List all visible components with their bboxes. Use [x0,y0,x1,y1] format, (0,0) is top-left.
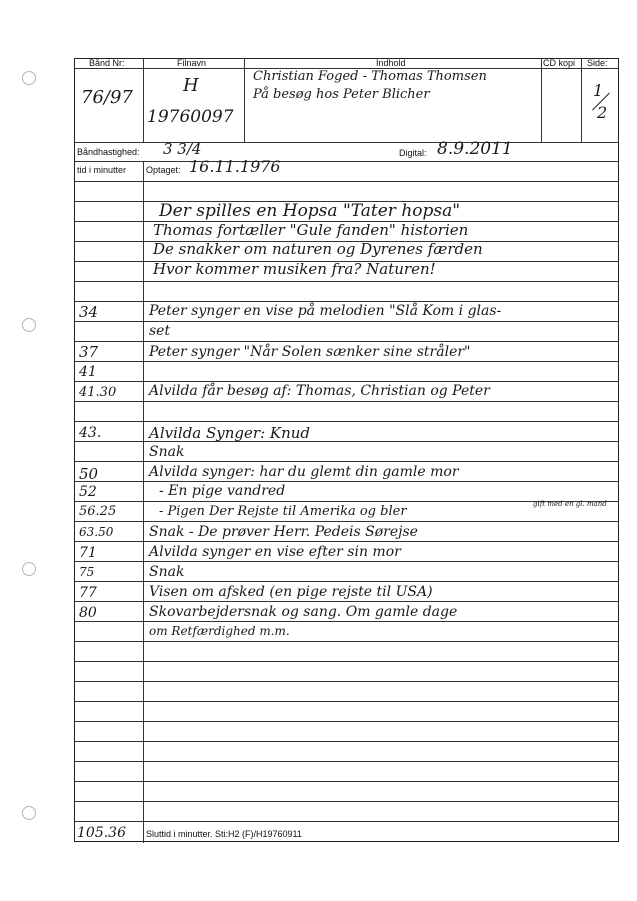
row-line [75,361,618,362]
entry-text: om Retfærdighed m.m. [149,624,290,638]
side-note: gift med en gl. mand [533,500,607,508]
entry-time: 34 [79,303,99,321]
entry-text: Visen om afsked (en pige rejste til USA) [149,584,433,600]
row-line [75,661,618,662]
optaget-value: 16.11.1976 [189,157,281,176]
row-line [75,781,618,782]
entry-time: 75 [79,565,95,579]
entry-time: 71 [79,545,97,561]
intro-line: Thomas fortæller "Gule fanden" historien [153,221,469,239]
row-line-0 [75,181,618,182]
row-line [75,641,618,642]
side-value-top: 1 [593,81,604,100]
punch-hole-3 [22,562,36,576]
col-divider-4 [581,59,582,142]
col-divider-2 [244,59,245,142]
row-line [75,461,618,462]
digital-value: 8.9.2011 [437,139,513,159]
entry-text: Peter synger en vise på melodien "Slå Kom i glas- [149,303,502,319]
bandhastighed-value: 3 3/4 [163,140,202,158]
row-line [75,381,618,382]
filnavn-letter: H [183,75,199,96]
entry-time: 43. [79,425,102,441]
col-divider-1 [143,59,144,142]
bandhastighed-label: Båndhastighed: [77,147,140,157]
row-line [75,401,618,402]
meta-mid-line [75,161,618,162]
cd-kopi-label: CD kopi [543,58,576,68]
row-line [75,321,618,322]
optaget-label: Optaget: [146,165,181,175]
entry-text: Alvilda får besøg af: Thomas, Christian og Peter [149,383,490,399]
row-line [75,481,618,482]
intro-line: De snakker om naturen og Dyrenes færden [153,240,483,258]
filnavn-number: 19760097 [147,107,234,127]
filnavn-label: Filnavn [177,58,207,68]
entry-time: 41.30 [79,385,117,400]
entry-text: - Pigen Der Rejste til Amerika og bler [159,504,407,519]
entry-text: Snak [149,444,185,460]
indhold-line-2: På besøg hos Peter Blicher [253,87,430,102]
indhold-label: Indhold [376,58,406,68]
entry-time: 41 [79,364,97,380]
footer-time: 105.36 [77,825,126,841]
footer-text: Sluttid i minutter. Sti:H2 (F)/H19760911 [146,829,302,839]
digital-label: Digital: [399,148,427,158]
entry-text: Alvilda synger: har du glemt din gamle mor [149,464,459,480]
row-line [75,421,618,422]
row-line [75,301,618,302]
entry-time: 63.50 [79,525,114,539]
band-nr-label: Bånd Nr: [89,58,125,68]
row-line [75,681,618,682]
side-label: Side: [587,58,608,68]
row-line [75,281,618,282]
punch-hole-2 [22,318,36,332]
entry-time: 77 [79,585,97,601]
entry-time: 37 [79,343,99,361]
row-line [75,741,618,742]
side-value-bottom: 2 [597,103,608,122]
punch-hole-4 [22,806,36,820]
row-line [75,721,618,722]
entry-time: 50 [79,465,99,483]
row-line [75,621,618,622]
entry-text: Alvilda Synger: Knud [149,424,311,442]
entry-text: Skovarbejdersnak og sang. Om gamle dage [149,604,458,620]
archive-record-sheet [74,58,619,842]
entry-time: 52 [79,484,97,500]
entry-text: set [149,323,171,339]
band-nr-value: 76/97 [81,87,133,108]
entry-text: Alvilda synger en vise efter sin mor [149,544,401,560]
entry-text: Snak [149,564,185,580]
row-line [75,761,618,762]
tid-label: tid i minutter [77,165,127,175]
punch-hole-1 [22,71,36,85]
entry-time: 56.25 [79,504,117,519]
intro-line: Der spilles en Hopsa "Tater hopsa" [159,201,461,221]
entry-text: - En pige vandred [159,483,286,499]
entry-text: Peter synger "Når Solen sænker sine stråler" [149,344,471,360]
row-line [75,521,618,522]
entry-time: 80 [79,605,97,621]
row-line [75,821,618,822]
row-line [75,561,618,562]
indhold-line-1: Christian Foged - Thomas Thomsen [253,69,487,84]
row-line [75,541,618,542]
meta-top-line [75,142,618,143]
row-line [75,341,618,342]
intro-line: Hvor kommer musiken fra? Naturen! [153,260,436,278]
row-line [75,701,618,702]
row-line [75,801,618,802]
col-divider-3 [541,59,542,142]
row-line [75,581,618,582]
row-line [75,601,618,602]
entry-text: Snak - De prøver Herr. Pedeis Sørejse [149,524,418,540]
